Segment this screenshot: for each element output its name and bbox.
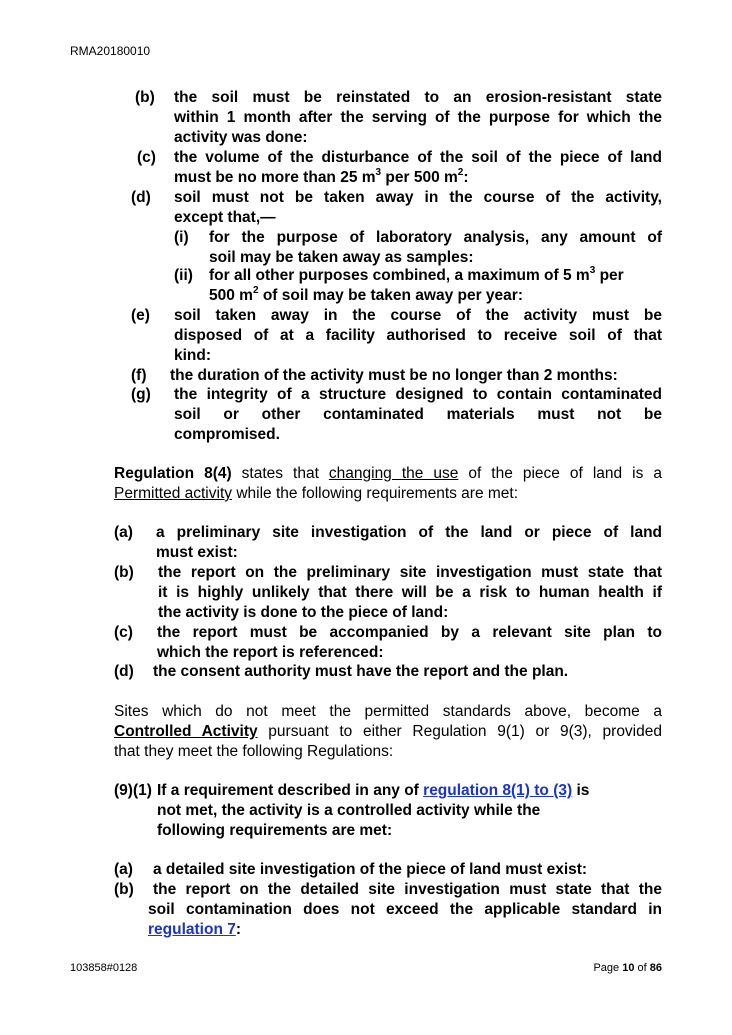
superscript: 3: [375, 166, 382, 178]
text-run: of soil may be taken away per year:: [258, 287, 523, 304]
item-line: the soil must be reinstated to an erosion-resistant state: [174, 89, 662, 106]
document-reference: RMA20180010: [70, 44, 151, 58]
item-line: except that,—: [174, 209, 276, 226]
item-line: a detailed site investigation of the piece of land must exist:: [153, 861, 588, 878]
item-line: the integrity of a structure designed to contain contaminated: [174, 386, 662, 403]
text-run: for all other purposes combined, a maximum of 5 m: [209, 267, 590, 284]
item-label: (f): [131, 367, 147, 384]
item-label: (d): [131, 189, 151, 206]
item-line: following requirements are met:: [157, 822, 393, 839]
item-line: kind:: [174, 347, 212, 364]
regulation-8-link[interactable]: regulation 8(1) to (3): [423, 782, 573, 799]
item-line: which the report is referenced:: [157, 644, 384, 661]
subitem-label: (i): [174, 229, 189, 246]
item-label: (e): [131, 307, 150, 324]
paragraph-line: Sites which do not meet the permitted standards above, become a: [114, 703, 662, 720]
text-run: pursuant to either Regulation 9(1) or 9(3), provided: [257, 723, 662, 740]
item-line: the volume of the disturbance of the soil of the piece of land: [174, 149, 662, 166]
underlined-text: changing the use: [328, 465, 459, 482]
document-id: 103858#0128: [70, 962, 138, 974]
item-label: (9)(1): [114, 782, 152, 799]
item-line: soil may be taken away as samples:: [209, 249, 474, 266]
paragraph-line: [114, 722, 662, 742]
paragraph-line: that they meet the following Regulations:: [114, 743, 394, 760]
superscript: 3: [589, 264, 596, 276]
item-line: [209, 286, 523, 306]
text-run: of: [634, 962, 650, 974]
superscript: 2: [252, 284, 259, 296]
paragraph-line: [114, 464, 662, 484]
subitem-label: (ii): [174, 267, 193, 284]
text-run: :: [463, 169, 469, 186]
item-label: (d): [114, 663, 134, 680]
text-run: per: [595, 267, 624, 284]
item-line: the report on the detailed site investigation must state that the: [153, 881, 662, 898]
text-run: per 500 m: [381, 169, 458, 186]
item-line: [174, 168, 469, 188]
regulation-7-link[interactable]: regulation 7: [148, 921, 236, 938]
item-line: [157, 781, 589, 801]
item-label: (c): [137, 149, 156, 166]
item-line: [209, 266, 624, 286]
item-line: the activity is done to the piece of land:: [158, 604, 449, 621]
item-line: soil contamination does not exceed the applicable standard in: [148, 901, 662, 918]
text-run: Page: [593, 962, 623, 974]
item-line: disposed of at a facility authorised to receive soil of that: [174, 327, 662, 344]
total-pages: 86: [649, 962, 662, 974]
item-line: must exist:: [156, 544, 238, 561]
text-run: 500 m: [209, 287, 253, 304]
item-label: (a): [114, 524, 133, 541]
item-line: soil or other contaminated materials must not be: [174, 406, 662, 423]
text-run: of the piece of land is a: [458, 465, 662, 482]
item-label: (c): [114, 624, 133, 641]
text-run: :: [235, 921, 242, 938]
item-line: activity was done:: [174, 129, 308, 146]
item-line: compromised.: [174, 426, 280, 443]
item-line: the report must be accompanied by a relevant site plan to: [157, 624, 662, 641]
text-run: is: [572, 782, 590, 799]
bold-underlined-text: Controlled Activity: [114, 723, 258, 740]
item-line: for the purpose of laboratory analysis, any amount of: [209, 229, 662, 246]
item-label: (g): [131, 386, 151, 403]
current-page: 10: [622, 962, 635, 974]
text-run: If a requirement described in any of: [157, 782, 424, 799]
item-label: (b): [135, 89, 155, 106]
item-label: (b): [114, 564, 134, 581]
item-line: [148, 920, 241, 940]
item-line: the consent authority must have the report and the plan.: [153, 663, 569, 680]
text-run: states that: [231, 465, 329, 482]
item-label: (a): [114, 861, 133, 878]
underlined-text: Permitted activity: [114, 485, 233, 502]
item-line: the report on the preliminary site investigation must state that: [158, 564, 662, 581]
item-line: it is highly unlikely that there will be a risk to human health if: [158, 584, 662, 601]
paragraph-line: [114, 484, 662, 504]
item-line: within 1 month after the serving of the purpose for which the: [174, 109, 662, 126]
item-line: not met, the activity is a controlled activity while the: [157, 802, 541, 819]
item-line: a preliminary site investigation of the land or piece of land: [156, 524, 662, 541]
text-run: must be no more than 25 m: [174, 169, 376, 186]
superscript: 2: [457, 166, 464, 178]
item-line: soil must not be taken away in the course of the activity,: [174, 189, 662, 206]
page-number: [593, 962, 662, 974]
item-line: soil taken away in the course of the activity must be: [174, 307, 662, 324]
bold-text: Regulation 8(4): [114, 465, 232, 482]
text-run: while the following requirements are met:: [232, 485, 519, 502]
item-label: (b): [114, 881, 134, 898]
item-line: the duration of the activity must be no longer than 2 months:: [170, 367, 618, 384]
